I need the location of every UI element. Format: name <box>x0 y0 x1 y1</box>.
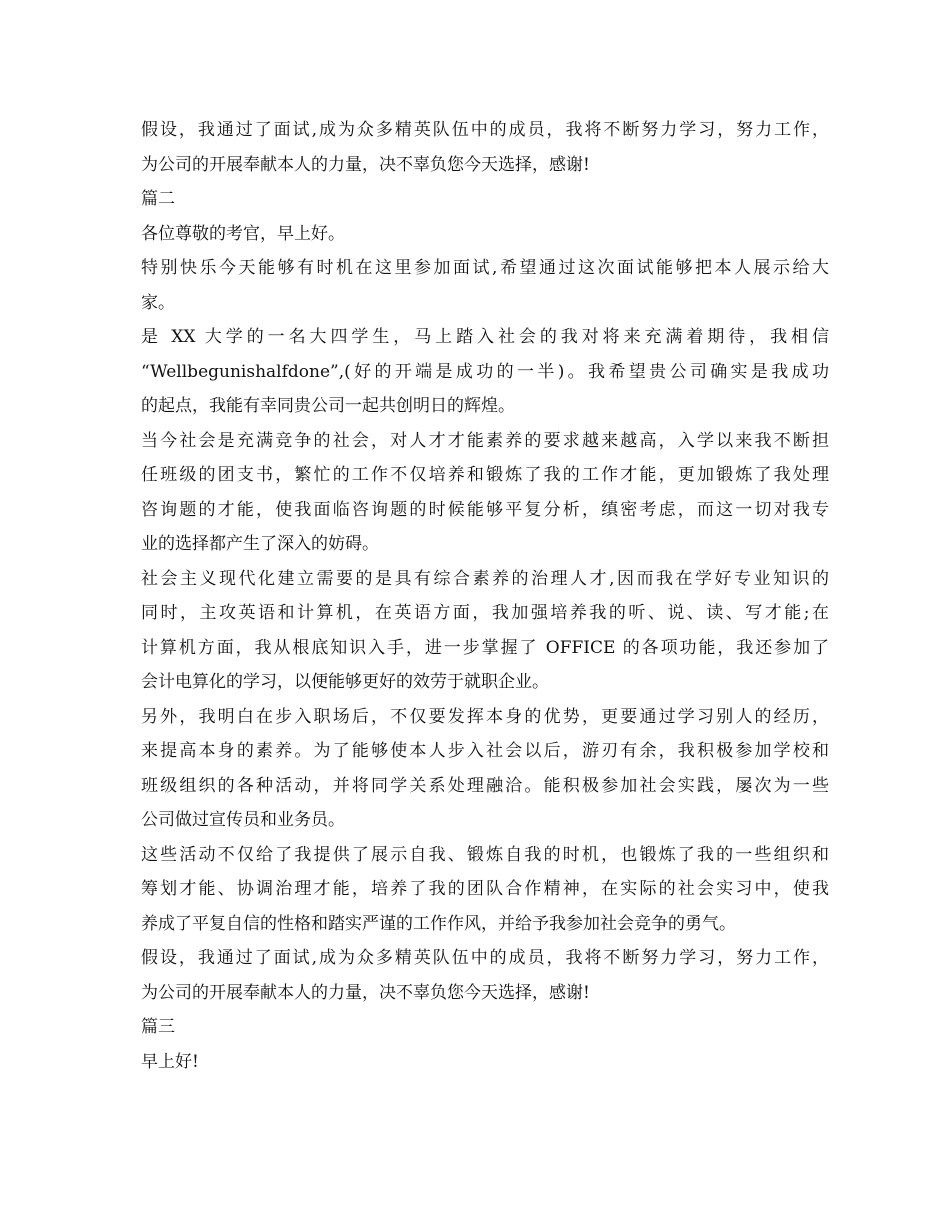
text-line: 是 XX 大学的一名大四学生，马上踏入社会的我对将来充满着期待，我相信 <box>141 327 829 347</box>
text-line: 假设，我通过了面试,成为众多精英队伍中的成员，我将不断努力学习，努力工作， <box>141 948 829 968</box>
text-line: 的起点，我能有幸同贵公司一起共创明日的辉煌。 <box>141 396 515 416</box>
text-line: 这些活动不仅给了我提供了展示自我、锻炼自我的时机，也锻炼了我的一些组织和 <box>141 844 829 865</box>
text-line: 当今社会是充满竞争的社会，对人才才能素养的要求越来越高，入学以来我不断担 <box>141 430 829 451</box>
text-line: 咨询题的才能，使我面临咨询题的时候能够平复分析，缜密考虑，而这一切对我专 <box>141 499 829 520</box>
section-heading: 篇二 <box>141 189 175 209</box>
text-line: 公司做过宣传员和业务员。 <box>141 810 345 830</box>
text-line: 家。 <box>141 292 175 313</box>
text-line: 筹划才能、协调治理才能，培养了我的团队合作精神，在实际的社会实习中，使我 <box>141 879 829 899</box>
text-line: 社会主义现代化建立需要的是具有综合素养的治理人才,因而我在学好专业知识的 <box>141 568 829 589</box>
text-line: 任班级的团支书，繁忙的工作不仅培养和锻炼了我的工作才能，更加锻炼了我处理 <box>141 465 829 485</box>
text-line: “Wellbegunishalfdone”,(好的开端是成功的一半)。我希望贵公司确实是我成功 <box>141 361 829 382</box>
text-line: 特别快乐今天能够有时机在这里参加面试,希望通过这次面试能够把本人展示给大 <box>141 258 829 278</box>
text-line: 会计电算化的学习，以便能够更好的效劳于就职企业。 <box>141 672 549 692</box>
section-heading: 篇三 <box>141 1017 175 1037</box>
text-line: 假设，我通过了面试,成为众多精英队伍中的成员，我将不断努力学习，努力工作， <box>141 120 829 140</box>
text-line: 同时，主攻英语和计算机，在英语方面，我加强培养我的听、说、读、写才能;在 <box>141 603 829 623</box>
text-line: 计算机方面，我从根底知识入手，进一步掌握了 OFFICE 的各项功能，我还参加了 <box>141 637 829 658</box>
text-line: 另外，我明白在步入职场后，不仅要发挥本身的优势，更要通过学习别人的经历， <box>141 706 829 727</box>
text-line: 来提高本身的素养。为了能够使本人步入社会以后，游刃有余，我积极参加学校和 <box>141 741 829 761</box>
text-line: 养成了平复自信的性格和踏实严谨的工作作风，并给予我参加社会竞争的勇气。 <box>141 913 736 934</box>
text-line: 早上好! <box>141 1051 199 1072</box>
document-body <box>141 113 829 1079</box>
text-line: 业的选择都产生了深入的妨碍。 <box>141 534 379 554</box>
text-line: 班级组织的各种活动，并将同学关系处理融洽。能积极参加社会实践，屡次为一些 <box>141 775 829 796</box>
text-line: 为公司的开展奉献本人的力量，决不辜负您今天选择，感谢! <box>141 154 590 175</box>
text-line: 为公司的开展奉献本人的力量，决不辜负您今天选择，感谢! <box>141 982 590 1003</box>
text-line: 各位尊敬的考官，早上好。 <box>141 223 345 244</box>
